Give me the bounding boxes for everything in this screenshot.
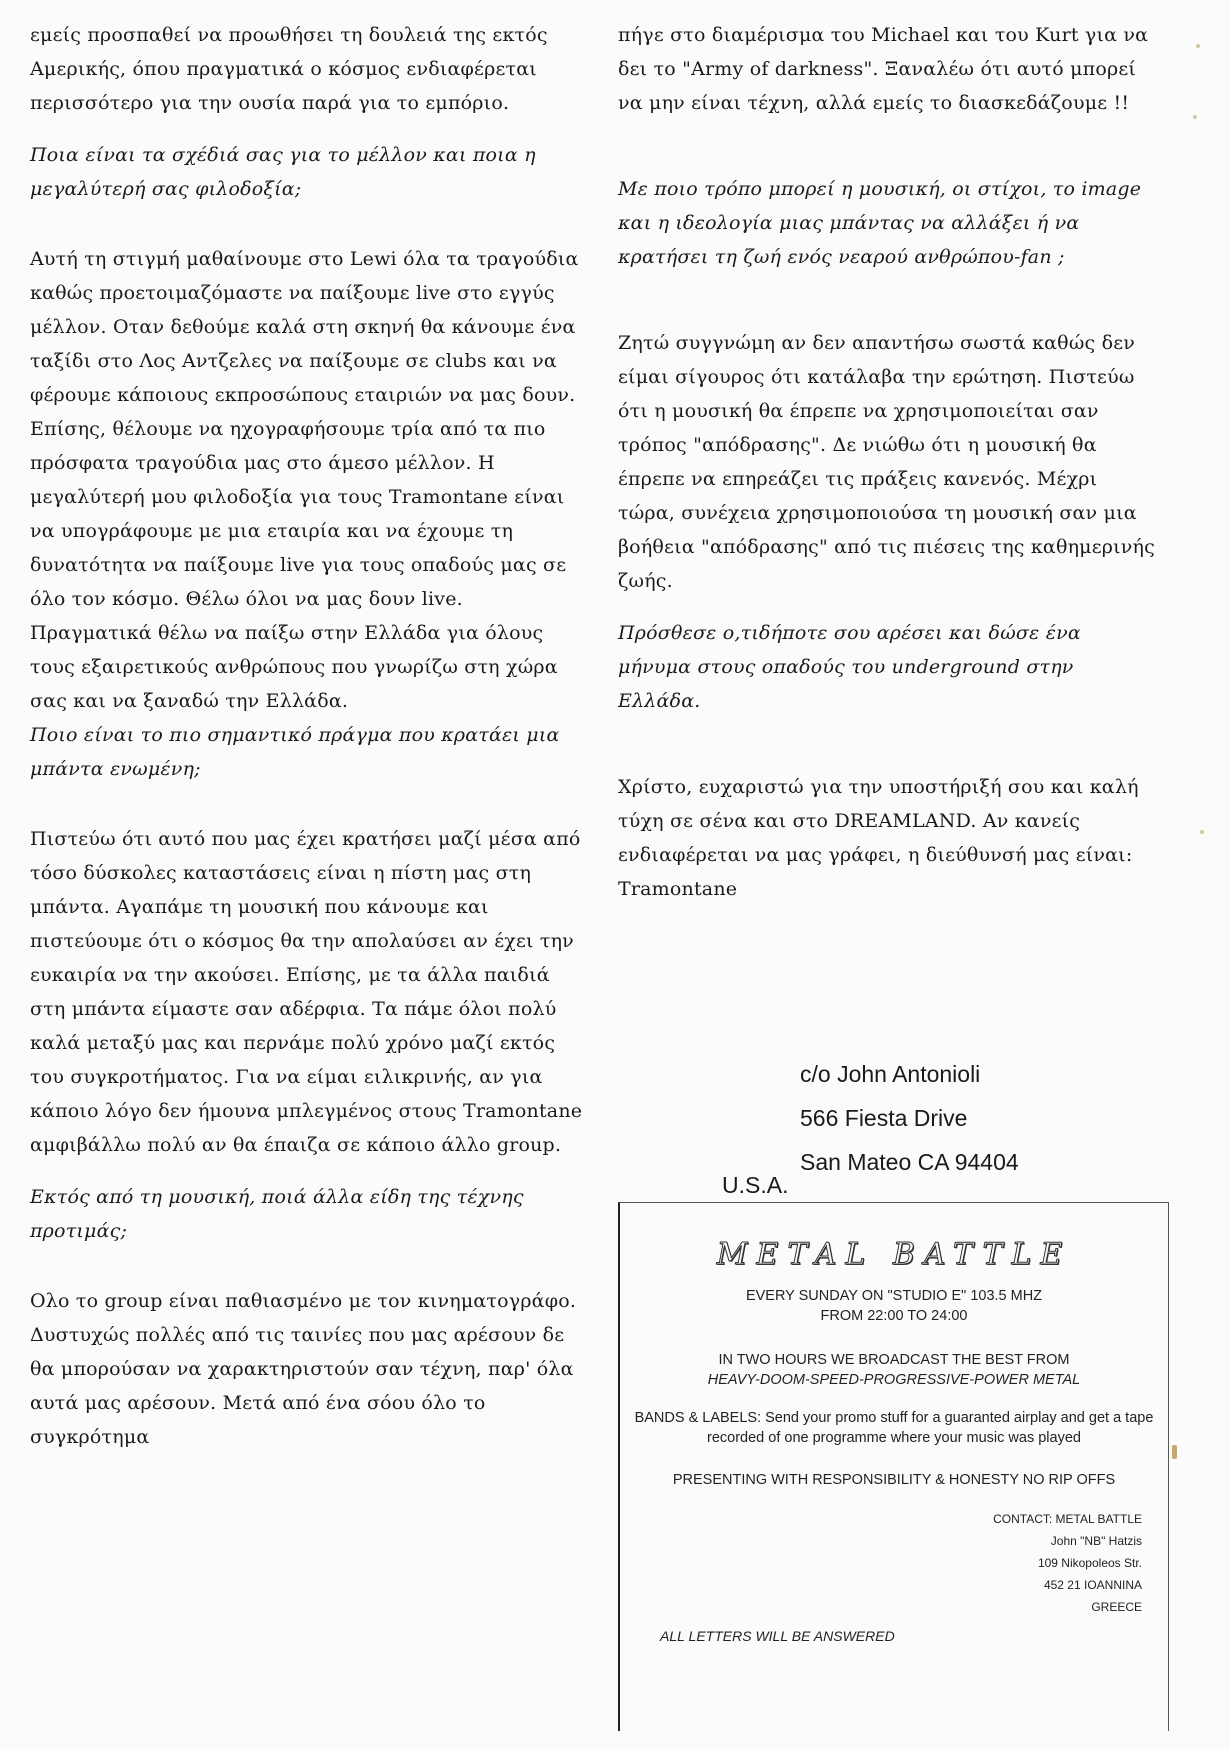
interview-question: Πρόσθεσε ο,τιδήποτε σου αρέσει και δώσε ένα μήνυμα στους οπαδούς του underground στην Ελλάδα.: [618, 622, 1081, 712]
answer-paragraph: Πιστεύω ότι αυτό που μας έχει κρατήσει μαζί μέσα από τόσο δύσκολες καταστάσεις είναι η πίστη μας στη μπάντα. Αγαπάμε τη μουσική που κάνουμε και πιστεύουμε ότι ο κόσμος θα την απολαύσει αν έχει την ευκαιρία να την ακούσει. Επίσης, με τα άλλα παιδιά στη μπάντα είμαστε σαν αδέρφια. Τα πάμε όλοι πολύ καλά μεταξύ μας και περνάμε πολύ χρόνο μαζί εκτός του συγκροτήματος. Για να είμαι ειλικρινής, αν για κάποιο λόγο δεν ήμουνα μπλεγμένος στους Tramontane αμφιβάλλω πολύ αν θα έπαιζα σε κάποιο άλλο group.: [30, 828, 583, 1156]
ad-schedule: EVERY SUNDAY ON "STUDIO E" 103.5 MHZ: [745, 1288, 1043, 1304]
paper-speck: [1196, 44, 1200, 48]
ad-broadcast: IN TWO HOURS WE BROADCAST THE BEST FROM: [718, 1352, 1070, 1368]
contact-line: John "NB" Hatzis: [1050, 1534, 1142, 1548]
ad-genres: HEAVY-DOOM-SPEED-PROGRESSIVE-POWER METAL: [707, 1372, 1081, 1388]
address-line: San Mateo CA 94404: [800, 1149, 1019, 1175]
left-column: [30, 18, 590, 1454]
paper-speck: [1193, 115, 1197, 119]
answer-paragraph: πήγε στο διαμέρισμα του Michael και του Kurt για να δει το "Army of darkness". Ξαναλέω ότι αυτό μπορεί να μην είναι τέχνη, αλλά εμείς το διασκεδάζουμε !!: [618, 24, 1149, 114]
answer-paragraph: Χρίστο, ευχαριστώ για την υποστήριξή σου και καλή τύχη σε σένα και στο DREAMLAND. Αν κανείς ενδιαφέρεται να μας γράφει, η διεύθυνσή μας είναι: Tramontane: [618, 776, 1139, 900]
answer-paragraph: εμείς προσπαθεί να προωθήσει τη δουλειά της εκτός Αμερικής, όπου πραγματικά ο κόσμος ενδιαφέρεται περισσότερο για την ουσία παρά για το εμπόριο.: [30, 24, 548, 114]
metal-battle-ad: [618, 1202, 1169, 1731]
ad-presenting: PRESENTING WITH RESPONSIBILITY & HONESTY NO RIP OFFS: [672, 1472, 1116, 1488]
answer-paragraph: Αυτή τη στιγμή μαθαίνουμε στο Lewi όλα τα τραγούδια καθώς προετοιμαζόμαστε να παίξουμε live στο εγγύς μέλλον. Οταν δεθούμε καλά στη σκηνή θα κάνουμε ένα ταξίδι στο Λος Αντζελες να παίξουμε σε clubs και να φέρουμε κάποιους εκπροσώπους εταιριών να μας δουν. Επίσης, θέλουμε να ηχογραφήσουμε τρία από τα πιο πρόσφατα τραγούδια μας στο άμεσο μέλλον. Η μεγαλύτερή μου φιλοδοξία για τους Tramontane είναι να υπογράφουμε με μια εταιρία και να έχουμε τη δυνατότητα να παίξουμε live για τους οπαδούς μας σε όλο τον κόσμο. Θέλω όλοι να μας δουν live. Πραγματικά θέλω να παίξω στην Ελλάδα για όλους τους εξαιρετικούς ανθρώπους που γνωρίζω στη χώρα σας και να ξαναδώ την Ελλάδα.: [30, 248, 579, 712]
ad-contact: [620, 1508, 1168, 1618]
ad-bands-labels: BANDS & LABELS: Send your promo stuff for a guaranted airplay and get a tape recorded of one programme where your music was played: [634, 1410, 1154, 1446]
contact-line: 109 Nikopoleos Str.: [1037, 1556, 1142, 1570]
interview-question: Ποιο είναι το πιο σημαντικό πράγμα που κρατάει μια μπάντα ενωμένη;: [30, 724, 560, 780]
ad-schedule: FROM 22:00 TO 24:00: [820, 1308, 968, 1324]
interview-question: Με ποιο τρόπο μπορεί η μουσική, οι στίχοι, το image και η ιδεολογία μιας μπάντας να αλλάξει ή να κρατήσει τη ζωή ενός νεαρού ανθρώπου-fan ;: [618, 178, 1142, 268]
answer-paragraph: Ολο το group είναι παθιασμένο με τον κινηματογράφο. Δυστυχώς πολλές από τις ταινίες που μας αρέσουν δε θα μπορούσαν να χαρακτηριστούν σαν τέχνη, παρ' όλα αυτά μας αρέσουν. Μετά από ένα σόου όλο το συγκρότημα: [30, 1290, 577, 1448]
answer-paragraph: Ζητώ συγγνώμη αν δεν απαντήσω σωστά καθώς δεν είμαι σίγουρος ότι κατάλαβα την ερώτηση. Πιστεύω ότι η μουσική θα έπρεπε να χρησιμοποιείται σαν τρόπος "απόδρασης". Δε νιώθω ότι η μουσική θα έπρεπε να επηρεάζει τις πράξεις κανενός. Μέχρι τώρα, συνέχεια χρησιμοποιούσα τη μουσική σαν μια βοήθεια "απόδρασης" από τις πιέσεις της καθημερινής ζωής.: [618, 332, 1155, 592]
contact-line: GREECE: [1091, 1600, 1142, 1614]
address-country: U.S.A.: [722, 1172, 789, 1198]
contact-line: 452 21 IOANNINA: [1043, 1578, 1142, 1592]
interview-question: Εκτός από τη μουσική, ποιά άλλα είδη της τέχνης προτιμάς;: [30, 1186, 524, 1242]
contact-line: CONTACT: METAL BATTLE: [993, 1512, 1142, 1526]
paper-speck: [1200, 830, 1204, 834]
ad-title: METAL BATTLE: [716, 1237, 1072, 1272]
right-column: [618, 18, 1158, 906]
ad-footer: ALL LETTERS WILL BE ANSWERED: [660, 1628, 895, 1644]
interview-question: Ποια είναι τα σχέδιά σας για το μέλλον και ποια η μεγαλύτερή σας φιλοδοξία;: [30, 144, 536, 200]
paper-speck: [1172, 1445, 1177, 1459]
address-line: 566 Fiesta Drive: [800, 1105, 968, 1131]
band-address: [800, 1052, 1019, 1184]
address-line: c/o John Antonioli: [800, 1061, 981, 1087]
